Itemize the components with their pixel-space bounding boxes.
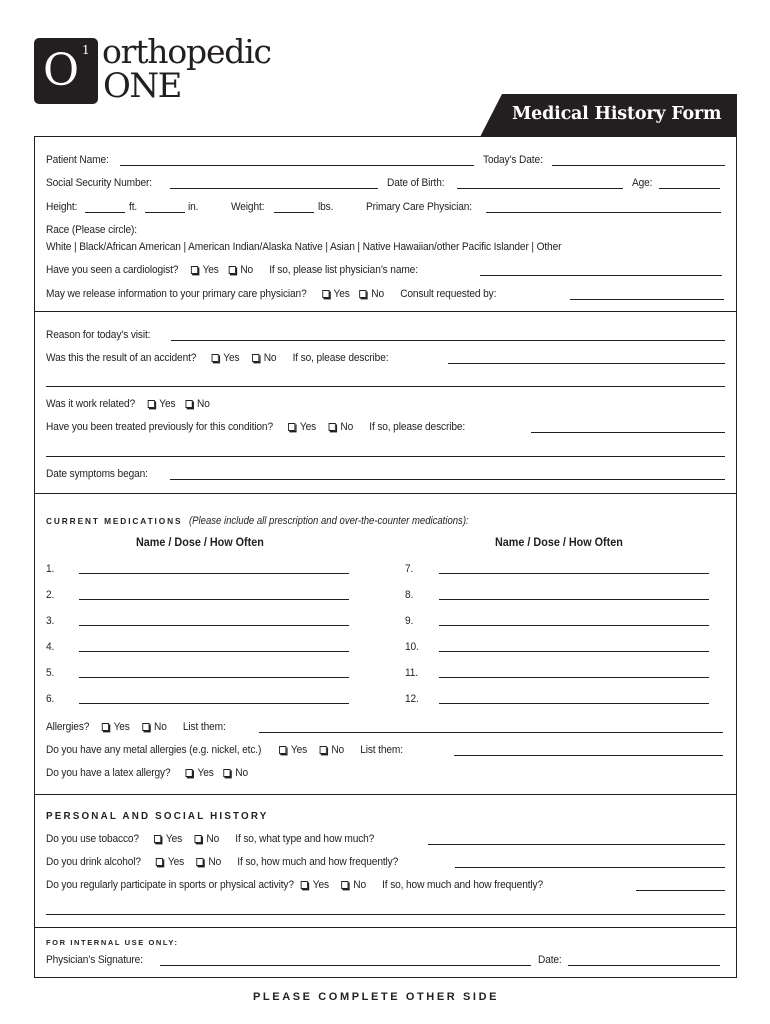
in-label: in. (188, 201, 199, 213)
medication-number-right: 12. (405, 693, 419, 705)
allergies-list-field[interactable] (259, 732, 723, 733)
consult-field[interactable] (570, 299, 724, 300)
ft-label: ft. (129, 201, 138, 213)
release-question (46, 288, 496, 301)
sports-question (46, 879, 543, 892)
accident-question (46, 352, 388, 365)
treated-question (46, 421, 465, 434)
medication-number-right: 7. (405, 563, 414, 575)
height-ft-field[interactable] (85, 212, 125, 213)
medication-number-left: 6. (46, 693, 55, 705)
accident-followup-label: If so, please describe: (292, 352, 389, 364)
ssn-label: Social Security Number: (46, 177, 152, 189)
metal-allergy-question (46, 744, 403, 757)
lbs-label: lbs. (318, 201, 334, 213)
alcohol-detail-field[interactable] (455, 867, 725, 868)
sports-label: Do you regularly participate in sports or physical activity? (46, 879, 294, 891)
work-question (46, 398, 210, 411)
dob-label: Date of Birth: (387, 177, 445, 189)
allergies-yes-checkbox[interactable] (102, 723, 109, 731)
race-options[interactable]: White | Black/African American | American Indian/Alaska Native | Asian | Native Hawaiian/other Pacific Islander | Other (46, 241, 562, 253)
work-no-checkbox[interactable] (185, 400, 192, 408)
pcp-field[interactable] (486, 212, 721, 213)
sports-no-checkbox[interactable] (342, 881, 349, 889)
weight-label: Weight: (231, 201, 265, 213)
cardiologist-label: Have you seen a cardiologist? (46, 264, 179, 276)
cardiologist-followup-label: If so, please list physician’s name: (269, 264, 418, 276)
medication-entry-field[interactable] (439, 599, 709, 600)
medications-column-header-left: Name / Dose / How Often (136, 535, 264, 549)
work-yes-checkbox[interactable] (148, 400, 155, 408)
treated-description-field[interactable] (531, 432, 725, 433)
accident-yes-checkbox[interactable] (212, 354, 219, 362)
treated-yes-checkbox[interactable] (288, 423, 295, 431)
footer-instruction: PLEASE COMPLETE OTHER SIDE (253, 991, 500, 1003)
tobacco-detail-field[interactable] (428, 844, 725, 845)
no-label: No (154, 721, 167, 733)
yes-label: Yes (202, 264, 219, 276)
yes-label: Yes (299, 421, 317, 433)
work-label: Was it work related? (46, 398, 136, 410)
no-label: No (340, 421, 354, 433)
logo-wordmark-one: ONE (103, 66, 181, 106)
medication-number-left: 3. (46, 615, 55, 627)
metal-list-label: List them: (360, 744, 403, 756)
latex-allergy-label: Do you have a latex allergy? (46, 767, 171, 779)
height-in-field[interactable] (145, 212, 185, 213)
allergies-list-label: List them: (182, 721, 226, 733)
medications-note: (Please include all prescription and over-the-counter medications): (188, 515, 469, 527)
alcohol-question (46, 856, 398, 869)
alcohol-yes-checkbox[interactable] (156, 858, 163, 866)
yes-label: Yes (165, 833, 183, 845)
cardiologist-no-checkbox[interactable] (229, 266, 236, 274)
medication-number-left: 1. (46, 563, 55, 575)
symptoms-date-field[interactable] (170, 479, 725, 480)
ssn-field[interactable] (170, 188, 378, 189)
no-label: No (240, 264, 254, 276)
logo (34, 32, 274, 106)
sports-detail-field[interactable] (636, 890, 725, 891)
internal-date-field[interactable] (568, 965, 720, 966)
tobacco-no-checkbox[interactable] (195, 835, 202, 843)
treated-label: Have you been treated previously for this condition? (46, 421, 273, 433)
medication-entry-field[interactable] (439, 677, 709, 678)
no-label: No (353, 879, 366, 891)
weight-field[interactable] (274, 212, 314, 213)
release-yes-checkbox[interactable] (322, 290, 329, 298)
medication-entry-field[interactable] (439, 651, 709, 652)
medications-column-header-right: Name / Dose / How Often (495, 535, 623, 549)
alcohol-followup-label: If so, how much and how frequently? (237, 856, 399, 868)
accident-label: Was this the result of an accident? (46, 352, 197, 364)
no-label: No (371, 288, 385, 300)
medication-entry-field[interactable] (79, 651, 349, 652)
medication-entry-field[interactable] (79, 703, 349, 704)
release-no-checkbox[interactable] (360, 290, 367, 298)
yes-label: Yes (167, 856, 185, 868)
tobacco-yes-checkbox[interactable] (154, 835, 161, 843)
sports-followup-label: If so, how much and how frequently? (382, 879, 543, 891)
medication-entry-field[interactable] (439, 703, 709, 704)
yes-label: Yes (159, 398, 176, 410)
yes-label: Yes (312, 879, 329, 891)
accident-description-field[interactable] (448, 363, 725, 364)
medications-heading: CURRENT MEDICATIONS (46, 516, 183, 526)
medication-entry-field[interactable] (79, 625, 349, 626)
tobacco-question (46, 833, 374, 846)
metal-no-checkbox[interactable] (320, 746, 327, 754)
medication-number-right: 9. (405, 615, 414, 627)
no-label: No (197, 398, 210, 410)
height-label: Height: (46, 201, 78, 213)
yes-label: Yes (290, 744, 308, 756)
medication-number-right: 11. (405, 667, 418, 679)
cardiologist-question (46, 264, 418, 277)
symptoms-label: Date symptoms began: (46, 468, 148, 480)
sports-yes-checkbox[interactable] (301, 881, 308, 889)
medication-entry-field[interactable] (439, 573, 709, 574)
age-field[interactable] (659, 188, 720, 189)
section-internal-use (34, 927, 737, 978)
reason-field[interactable] (171, 340, 725, 341)
yes-label: Yes (113, 721, 130, 733)
alcohol-no-checkbox[interactable] (197, 858, 204, 866)
physician-signature-label: Physician’s Signature: (46, 954, 143, 966)
todays-date-field[interactable] (552, 165, 725, 166)
latex-yes-checkbox[interactable] (186, 769, 193, 777)
cardiologist-yes-checkbox[interactable] (191, 266, 198, 274)
allergies-question (46, 721, 226, 734)
metal-allergy-list-field[interactable] (454, 755, 723, 756)
medication-number-left: 4. (46, 641, 55, 653)
logo-mark (34, 38, 98, 104)
medication-number-left: 2. (46, 589, 55, 601)
medication-entry-field[interactable] (439, 625, 709, 626)
no-label: No (235, 767, 248, 779)
metal-allergy-label: Do you have any metal allergies (e.g. nickel, etc.) (46, 744, 262, 756)
medication-number-right: 10. (405, 641, 419, 653)
internal-date-label: Date: (538, 954, 562, 966)
yes-label: Yes (223, 352, 240, 364)
medication-entry-field[interactable] (79, 677, 349, 678)
no-label: No (206, 833, 220, 845)
no-label: No (208, 856, 222, 868)
allergies-no-checkbox[interactable] (142, 723, 149, 731)
yes-label: Yes (333, 288, 350, 300)
alcohol-label: Do you drink alcohol? (46, 856, 141, 868)
logo-wordmark-orthopedic: orthopedic (102, 32, 271, 71)
section-patient-info (34, 136, 737, 312)
release-label: May we release information to your primary care physician? (46, 288, 307, 300)
social-history-heading: PERSONAL AND SOCIAL HISTORY (46, 811, 269, 822)
patient-name-label: Patient Name: (46, 154, 109, 166)
age-label: Age: (632, 177, 653, 189)
yes-label: Yes (197, 767, 214, 779)
medication-number-right: 8. (405, 589, 414, 601)
latex-no-checkbox[interactable] (224, 769, 231, 777)
tobacco-followup-label: If so, what type and how much? (235, 833, 375, 845)
treated-followup-label: If so, please describe: (369, 421, 466, 433)
treated-description-field-2[interactable] (46, 456, 725, 457)
no-label: No (331, 744, 345, 756)
medication-entry-field[interactable] (79, 599, 349, 600)
internal-use-heading: FOR INTERNAL USE ONLY: (46, 938, 179, 947)
accident-description-field-2[interactable] (46, 386, 725, 387)
medication-number-left: 5. (46, 667, 55, 679)
logo-mark-superscript: 1 (82, 43, 90, 57)
consult-label: Consult requested by: (400, 288, 497, 300)
reason-label: Reason for today’s visit: (46, 329, 151, 341)
dob-field[interactable] (457, 188, 623, 189)
treated-no-checkbox[interactable] (329, 423, 336, 431)
race-label: Race (Please circle): (46, 224, 137, 236)
logo-mark-letter: O (43, 45, 80, 96)
medications-header (46, 511, 500, 529)
latex-allergy-question (46, 767, 248, 780)
physician-signature-field[interactable] (160, 965, 531, 966)
accident-no-checkbox[interactable] (252, 354, 259, 362)
medication-entry-field[interactable] (79, 573, 349, 574)
cardiologist-name-field[interactable] (480, 275, 722, 276)
no-label: No (263, 352, 277, 364)
metal-yes-checkbox[interactable] (279, 746, 286, 754)
todays-date-label: Today’s Date: (483, 154, 543, 166)
patient-name-field[interactable] (120, 165, 474, 166)
tobacco-label: Do you use tobacco? (46, 833, 139, 845)
form-title: Medical History Form (512, 104, 722, 124)
pcp-label: Primary Care Physician: (366, 201, 472, 213)
sports-detail-field-2[interactable] (46, 914, 725, 915)
allergies-label: Allergies? (46, 721, 90, 733)
